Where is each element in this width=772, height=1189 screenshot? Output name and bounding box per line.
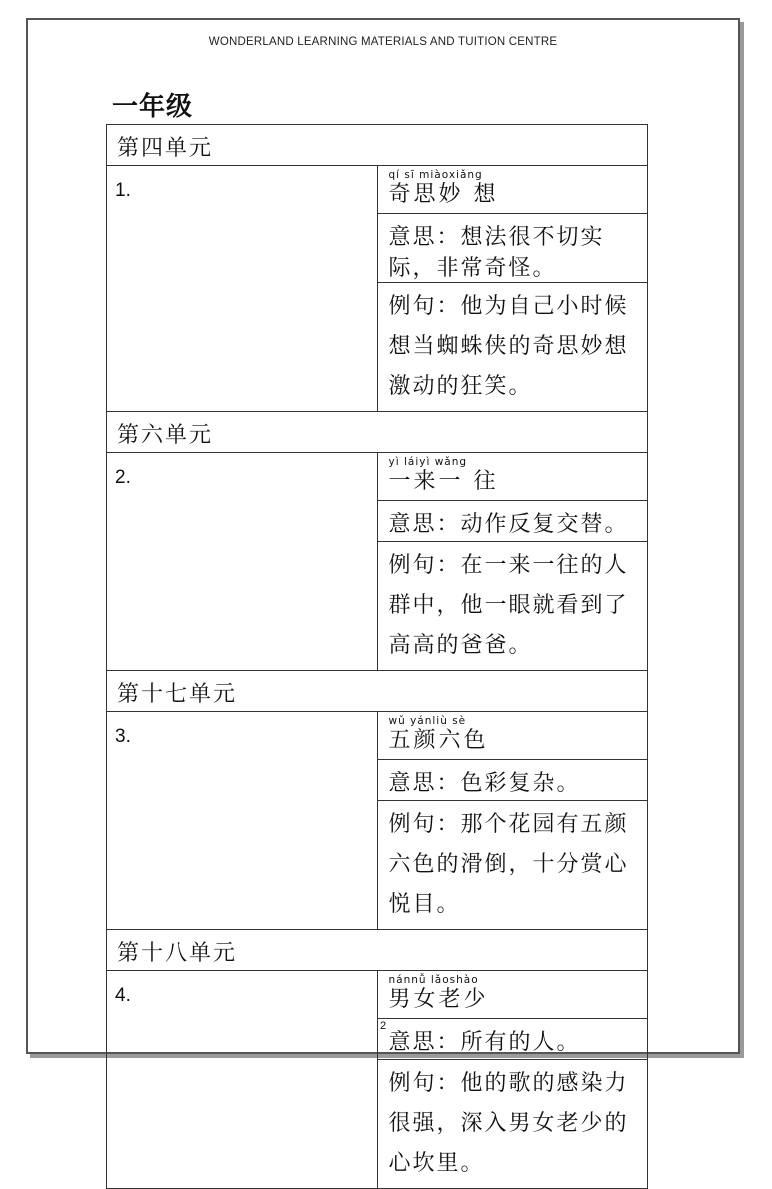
- meaning-text: 意思：动作反复交替。: [377, 501, 648, 542]
- idiom-text: 一来一 往: [388, 469, 499, 494]
- example-text: 例句：他为自己小时候想当蜘蛛侠的奇思妙想激动的狂笑。: [377, 283, 648, 412]
- grade-heading: 一年级: [112, 92, 194, 122]
- idiom-row: [107, 712, 648, 760]
- entry-number: 1.: [107, 166, 378, 412]
- unit-label: 第四单元: [107, 125, 648, 166]
- entry-number: 4.: [107, 971, 378, 1189]
- idiom-cell: [377, 712, 648, 760]
- idiom-cell: [377, 166, 648, 214]
- page-number: 2: [379, 1020, 387, 1032]
- idiom-cell: [377, 453, 648, 501]
- example-text: 例句：那个花园有五颜六色的滑倒，十分赏心悦目。: [377, 801, 648, 930]
- idiom-cell: [377, 971, 648, 1019]
- unit-label: 第六单元: [107, 412, 648, 453]
- unit-row: [107, 671, 648, 712]
- idiom-pinyin: qí sī miàoxiǎng: [388, 169, 483, 181]
- idiom-pinyin: wǔ yánliù sè: [388, 715, 467, 727]
- example-text: 例句：在一来一往的人群中，他一眼就看到了高高的爸爸。: [377, 542, 648, 671]
- meaning-text: 意思：想法很不切实际，非常奇怪。: [377, 214, 648, 283]
- idiom-row: [107, 971, 648, 1019]
- idiom-row: [107, 166, 648, 214]
- idiom-row: [107, 453, 648, 501]
- idiom-pinyin: yì láiyì wǎng: [388, 456, 468, 468]
- idiom-text: 男女老少: [388, 987, 489, 1012]
- unit-label: 第十八单元: [107, 930, 648, 971]
- unit-row: [107, 930, 648, 971]
- unit-row: [107, 125, 648, 166]
- idiom-text: 奇思妙 想: [388, 182, 499, 207]
- entry-number: 2.: [107, 453, 378, 671]
- idiom-text: 五颜六色: [388, 728, 489, 753]
- document-page: [26, 18, 740, 1176]
- unit-label: 第十七单元: [107, 671, 648, 712]
- example-text: 例句：他的歌的感染力很强，深入男女老少的心坎里。: [377, 1060, 648, 1189]
- meaning-text: 意思：色彩复杂。: [377, 760, 648, 801]
- unit-row: [107, 412, 648, 453]
- meaning-text: 意思：所有的人。: [377, 1019, 648, 1060]
- page-header: WONDERLAND LEARNING MATERIALS AND TUITION CENTRE: [208, 36, 558, 48]
- idiom-pinyin: nánnǚ lǎoshào: [388, 974, 479, 986]
- entry-number: 3.: [107, 712, 378, 930]
